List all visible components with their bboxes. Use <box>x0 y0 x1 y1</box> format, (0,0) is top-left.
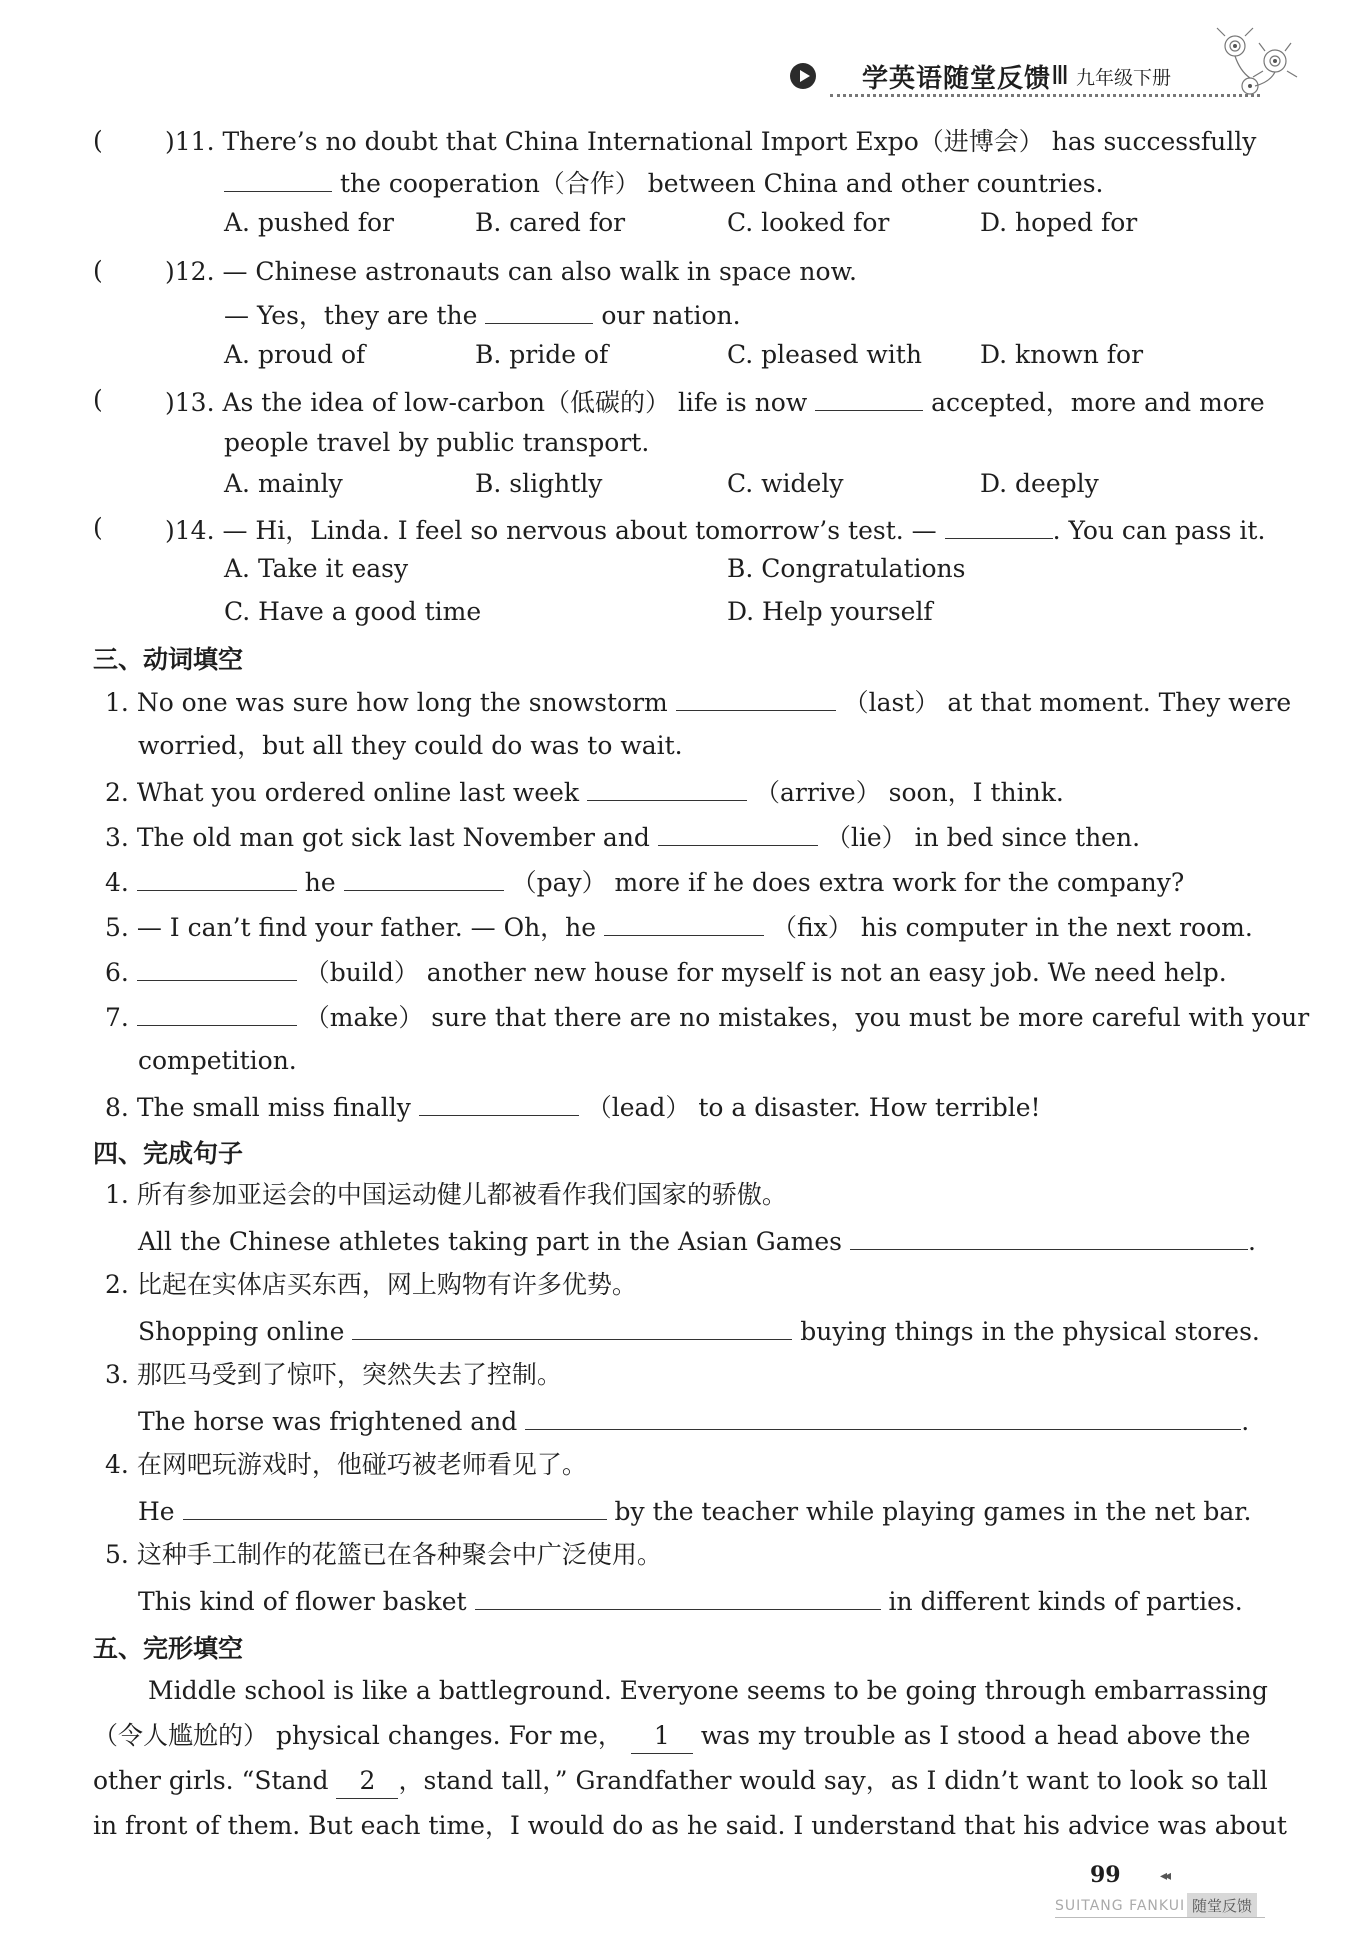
section-title: 五、完形填空 <box>93 1634 244 1663</box>
arrow-left-icon: ◂◂ <box>1160 1868 1169 1884</box>
verb-item-5: 5. — I can’t find your father. — Oh，he （fix） his computer in the next room. <box>105 909 1253 945</box>
answer-blank[interactable] <box>945 512 1053 539</box>
question-number: )11. <box>165 127 215 156</box>
play-icon <box>790 63 816 89</box>
verb-item-6: 6. （build） another new house for myself is not an easy job. We need help. <box>105 954 1227 990</box>
verb-item-8: 8. The small miss finally （lead） to a disaster. How terrible! <box>105 1089 1041 1125</box>
footer-divider <box>1055 1917 1265 1918</box>
option-d: D. Help yourself <box>727 597 933 626</box>
answer-blank[interactable] <box>475 1583 881 1610</box>
option-b: B. pride of <box>475 340 609 369</box>
cloze-paragraph-line: in front of them. But each time，I would do as he said. I understand that his advice was about <box>93 1811 1287 1840</box>
option-b: B. Congratulations <box>727 554 966 583</box>
answer-blank[interactable] <box>419 1089 579 1116</box>
sentence-item-4-cn: 4. 在网吧玩游戏时，他碰巧被老师看见了。 <box>105 1450 587 1479</box>
verb-item-1-line2: worried，but all they could do was to wait. <box>138 731 683 760</box>
question-number: )13. <box>165 388 215 417</box>
answer-blank[interactable] <box>850 1223 1248 1250</box>
answer-blank[interactable] <box>587 774 747 801</box>
question-number: )12. <box>165 257 215 286</box>
answer-blank[interactable] <box>815 384 923 411</box>
sentence-item-3-en: The horse was frightened and . <box>138 1403 1249 1439</box>
option-c: C. Have a good time <box>224 597 482 626</box>
answer-blank[interactable] <box>658 819 818 846</box>
cloze-paragraph-line: （令人尴尬的） physical changes. For me， 1 was my trouble as I stood a head above the <box>93 1719 1250 1754</box>
option-a: A. proud of <box>224 340 366 369</box>
answer-blank[interactable] <box>352 1313 792 1340</box>
header-divider <box>830 94 1260 97</box>
question-11 <box>165 125 1256 159</box>
option-b: B. cared for <box>475 208 626 237</box>
footer-brand-cn: 随堂反馈 <box>1187 1893 1257 1918</box>
question-12 <box>165 255 857 289</box>
option-c: C. widely <box>727 469 844 498</box>
answer-blank[interactable] <box>183 1493 607 1520</box>
answer-blank[interactable] <box>137 999 297 1026</box>
sentence-item-1-en: All the Chinese athletes taking part in the Asian Games . <box>138 1223 1256 1259</box>
cloze-paragraph-line: other girls. “Stand 2 ，stand tall，” Grandfather would say，as I didn’t want to look so tall <box>93 1764 1268 1799</box>
verb-item-2: 2. What you ordered online last week （arrive） soon，I think. <box>105 774 1064 810</box>
answer-blank[interactable] <box>344 864 504 891</box>
answer-blank[interactable] <box>224 165 332 192</box>
verb-item-7: 7. （make） sure that there are no mistakes，you must be more careful with your <box>105 999 1309 1035</box>
option-b: B. slightly <box>475 469 603 498</box>
answer-blank[interactable] <box>676 684 836 711</box>
section-title: 三、动词填空 <box>93 645 244 674</box>
sentence-item-3-cn: 3. 那匹马受到了惊吓，突然失去了控制。 <box>105 1360 562 1389</box>
cloze-blank-2[interactable]: 2 <box>336 1764 398 1799</box>
option-a: A. mainly <box>224 469 343 498</box>
option-a: A. pushed for <box>224 208 394 237</box>
answer-paren[interactable]: ( <box>93 126 103 155</box>
answer-paren[interactable]: ( <box>93 385 103 414</box>
question-text: — Chinese astronauts can also walk in space now. <box>222 257 857 286</box>
sentence-item-5-cn: 5. 这种手工制作的花篮已在各种聚会中广泛使用。 <box>105 1540 662 1569</box>
book-subtitle: 九年级下册 <box>1075 66 1171 89</box>
cloze-blank-1[interactable]: 1 <box>631 1719 693 1754</box>
volume-mark: Ⅲ <box>1051 61 1070 91</box>
page-header <box>790 56 1171 96</box>
question-13-line2: people travel by public transport. <box>224 428 650 457</box>
question-text: the cooperation（合作） between China and other countries. <box>339 169 1104 198</box>
book-title: 学英语随堂反馈 <box>862 63 1052 94</box>
answer-blank[interactable] <box>137 954 297 981</box>
question-text: There’s no doubt that China International Import Expo（进博会） has successfully <box>222 127 1257 156</box>
answer-blank[interactable] <box>525 1403 1241 1430</box>
answer-paren[interactable]: ( <box>93 513 103 542</box>
sentence-item-2-cn: 2. 比起在实体店买东西，网上购物有许多优势。 <box>105 1270 637 1299</box>
verb-item-4: 4. he （pay） more if he does extra work for the company? <box>105 864 1184 900</box>
answer-paren[interactable]: ( <box>93 256 103 285</box>
cloze-paragraph-line: Middle school is like a battleground. Everyone seems to be going through embarrassing <box>148 1676 1268 1705</box>
section-title: 四、完成句子 <box>93 1139 244 1168</box>
sentence-item-5-en: This kind of flower basket in different kinds of parties. <box>138 1583 1243 1619</box>
answer-blank[interactable] <box>604 909 764 936</box>
verb-item-3: 3. The old man got sick last November and （lie） in bed since then. <box>105 819 1140 855</box>
option-d: D. deeply <box>980 469 1099 498</box>
answer-blank[interactable] <box>485 297 593 324</box>
option-c: C. pleased with <box>727 340 922 369</box>
answer-blank[interactable] <box>137 864 297 891</box>
option-d: D. known for <box>980 340 1144 369</box>
page-number: 99 <box>1090 1862 1121 1888</box>
option-a: A. Take it easy <box>224 554 409 583</box>
sentence-item-4-en: He by the teacher while playing games in the net bar. <box>138 1493 1251 1529</box>
question-13: )13. As the idea of low-carbon（低碳的） life is now accepted，more and more <box>165 384 1265 420</box>
question-14: )14. — Hi，Linda. I feel so nervous about tomorrow’s test. — . You can pass it. <box>165 512 1265 548</box>
verb-item-1: 1. No one was sure how long the snowstorm （last） at that moment. They were <box>105 684 1291 720</box>
footer-brand-en: SUITANG FANKUI <box>1055 1898 1186 1914</box>
option-c: C. looked for <box>727 208 890 237</box>
question-11-line2 <box>224 165 1103 201</box>
question-12-line2: — Yes，they are the our nation. <box>224 297 741 333</box>
flower-decoration-icon <box>1205 16 1315 111</box>
sentence-item-2-en: Shopping online buying things in the physical stores. <box>138 1313 1260 1349</box>
option-d: D. hoped for <box>980 208 1138 237</box>
verb-item-7-line2: competition. <box>138 1046 297 1075</box>
sentence-item-1-cn: 1. 所有参加亚运会的中国运动健儿都被看作我们国家的骄傲。 <box>105 1180 787 1209</box>
question-number: )14. <box>165 516 215 545</box>
